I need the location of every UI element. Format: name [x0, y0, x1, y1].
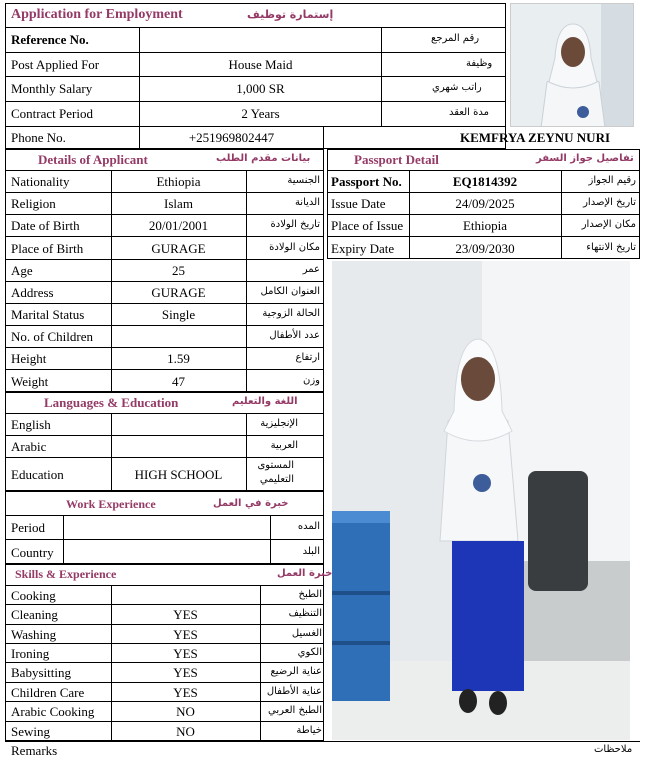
- work-label-ar: البلد: [302, 546, 320, 557]
- row-divider: [5, 662, 324, 663]
- language-value: HIGH SCHOOL: [134, 467, 223, 482]
- row-divider: [5, 682, 324, 683]
- skill-label: Cooking: [11, 588, 56, 603]
- contract-value: 2 Years: [241, 106, 280, 121]
- passport-field-label-ar: تاريخ الانتهاء: [586, 242, 636, 253]
- applicant-field-label-ar: العنوان الكامل: [260, 286, 320, 297]
- col-divider: [260, 585, 261, 604]
- col-divider: [63, 539, 64, 564]
- applicant-field-label: No. of Children: [11, 329, 93, 344]
- row-divider: [5, 721, 324, 722]
- col-divider: [246, 369, 247, 392]
- row-divider: [5, 413, 324, 414]
- col-divider: [246, 192, 247, 214]
- col-divider: [246, 214, 247, 236]
- applicant-field-label: Date of Birth: [11, 218, 80, 233]
- applicant-field-value: Ethiopia: [156, 174, 201, 189]
- col-divider: [246, 457, 247, 491]
- col-divider: [260, 721, 261, 741]
- applicant-full-photo: [332, 261, 630, 740]
- applicant-field-label-ar: عمر: [302, 264, 320, 275]
- skill-value: YES: [173, 607, 198, 622]
- candidate-name: KEMFRYA ZEYNU NURI: [460, 130, 611, 145]
- row-divider: [5, 236, 324, 237]
- passport-field-label: Passport No.: [331, 174, 402, 189]
- row-divider: [327, 214, 640, 215]
- applicant-field-value: Islam: [164, 196, 193, 211]
- post-value: House Maid: [228, 57, 293, 72]
- passport-field-label: Expiry Date: [331, 241, 395, 256]
- col-divider: [561, 192, 562, 214]
- col-divider: [260, 701, 261, 721]
- row-divider: [5, 457, 324, 458]
- language-label-ar: المستوى: [257, 460, 294, 471]
- row-divider: [5, 435, 324, 436]
- row-divider: [327, 170, 640, 171]
- row-divider: [5, 214, 324, 215]
- applicant-field-value: GURAGE: [151, 285, 206, 300]
- row-divider: [5, 624, 324, 625]
- skill-label-ar: الطبخ العربي: [268, 705, 322, 716]
- language-label-ar-line2: التعليمي: [259, 474, 294, 485]
- applicant-field-label: Age: [11, 263, 33, 278]
- passport-field-value: 23/09/2030: [455, 241, 515, 256]
- passport-field-label-ar: رقيم الجواز: [588, 175, 636, 186]
- applicant-field-label: Religion: [11, 196, 56, 211]
- applicant-field-value: 25: [172, 263, 185, 278]
- reference-label-ar: رقم المرجع: [431, 33, 480, 44]
- applicant-field-value: 47: [172, 374, 185, 389]
- applicant-field-label: Weight: [11, 374, 49, 389]
- applicant-field-label: Height: [11, 351, 47, 366]
- applicant-field-label: Place of Birth: [11, 241, 84, 256]
- col-divider: [246, 347, 247, 369]
- row-divider: [5, 369, 324, 370]
- col-divider: [111, 435, 112, 457]
- col-divider: [246, 281, 247, 303]
- row-divider: [5, 347, 324, 348]
- passport-field-value: 24/09/2025: [455, 196, 515, 211]
- col-divider: [111, 325, 112, 347]
- col-divider: [246, 413, 247, 435]
- col-divider: [246, 435, 247, 457]
- passport-field-value: Ethiopia: [462, 218, 508, 233]
- applicant-field-value: Single: [161, 307, 196, 322]
- work-label: Country: [11, 545, 54, 560]
- contract-label-ar: مدة العقد: [449, 107, 489, 118]
- work-label-ar: المده: [297, 521, 320, 532]
- phone-label: Phone No.: [11, 130, 66, 145]
- remarks-label-ar: ملاحظات: [594, 744, 633, 755]
- language-label-ar: الإنجليزية: [260, 418, 298, 429]
- skills-heading: Skills & Experience: [15, 567, 117, 581]
- languages-heading: Languages & Education: [44, 395, 179, 410]
- applicant-field-label: Address: [11, 285, 54, 300]
- passport-field-label-ar: تاريخ الإصدار: [583, 197, 636, 208]
- applicant-heading: Details of Applicant: [38, 152, 148, 167]
- col-divider: [246, 236, 247, 259]
- row-divider: [5, 303, 324, 304]
- row-divider: [5, 585, 324, 586]
- applicant-field-label-ar: الديانة: [294, 197, 320, 208]
- salary-label-ar: راتب شهري: [432, 82, 482, 93]
- language-label: Arabic: [11, 439, 47, 454]
- applicant-field-label-ar: ارتفاع: [295, 352, 320, 363]
- reference-label: Reference No.: [11, 32, 89, 47]
- salary-label: Monthly Salary: [11, 81, 93, 96]
- skill-label-ar: عناية الأطفال: [266, 686, 322, 697]
- form-title-arabic: إستمارة توظيف: [247, 8, 334, 21]
- row-divider: [5, 281, 324, 282]
- row-divider: [5, 515, 324, 516]
- row-divider: [5, 259, 324, 260]
- passport-heading-ar: تفاصيل جواز السفر: [536, 153, 634, 164]
- col-divider: [260, 643, 261, 662]
- skill-value: YES: [173, 685, 198, 700]
- skill-value: YES: [173, 665, 198, 680]
- skill-value: NO: [176, 704, 195, 719]
- col-divider: [63, 515, 64, 539]
- salary-value: 1,000 SR: [236, 81, 285, 96]
- col-divider: [260, 624, 261, 643]
- row-divider: [5, 643, 324, 644]
- phone-value: +251969802447: [188, 130, 275, 145]
- col-divider: [111, 585, 112, 604]
- remarks-label: Remarks: [11, 743, 58, 758]
- col-divider: [270, 539, 271, 564]
- col-divider: [561, 170, 562, 192]
- skill-label-ar: التنظيف: [288, 608, 322, 619]
- col-divider: [246, 303, 247, 325]
- applicant-field-label-ar: تاريخ الولادة: [270, 219, 320, 230]
- work-heading-ar: خبرة في العمل: [213, 498, 289, 509]
- passport-field-label-ar: مكان الإصدار: [581, 219, 636, 230]
- skill-label-ar: الكوي: [297, 647, 322, 658]
- applicant-portrait-photo: [510, 3, 634, 127]
- skill-label: Babysitting: [11, 665, 71, 680]
- passport-field-label: Place of Issue: [331, 218, 404, 233]
- row-divider: [327, 236, 640, 237]
- skill-value: YES: [173, 627, 198, 642]
- skill-label: Ironing: [11, 646, 50, 661]
- skill-value: NO: [176, 724, 195, 739]
- skill-label-ar: خياطة: [296, 725, 322, 736]
- skill-label-ar: الطبخ: [298, 589, 322, 600]
- applicant-field-value: 1.59: [167, 351, 190, 366]
- col-divider: [270, 515, 271, 539]
- col-divider: [561, 214, 562, 236]
- applicant-field-label-ar: عدد الأطفال: [269, 330, 320, 341]
- row-divider: [5, 701, 324, 702]
- skill-label-ar: الغسيل: [291, 628, 322, 639]
- col-divider: [561, 236, 562, 259]
- col-divider: [246, 325, 247, 347]
- applicant-field-label-ar: مكان الولادة: [269, 242, 320, 253]
- col-divider: [260, 682, 261, 701]
- row-divider: [5, 325, 324, 326]
- skills-heading-ar: خبرة العمل: [277, 568, 333, 579]
- skill-label-ar: عناية الرضيع: [270, 666, 322, 677]
- col-divider: [111, 413, 112, 435]
- passport-field-value: EQ1814392: [452, 174, 518, 189]
- row-divider: [5, 192, 324, 193]
- skill-label: Washing: [11, 627, 57, 642]
- applicant-field-label-ar: الجنسية: [287, 175, 320, 186]
- row-divider: [5, 604, 324, 605]
- applicant-field-label-ar: وزن: [302, 375, 320, 386]
- skill-value: YES: [173, 646, 198, 661]
- applicant-field-value: 20/01/2001: [148, 218, 209, 233]
- row-divider: [5, 539, 324, 540]
- work-label: Period: [11, 520, 45, 535]
- applicant-field-label: Nationality: [11, 174, 70, 189]
- applicant-field-label: Marital Status: [11, 307, 85, 322]
- skill-label: Cleaning: [11, 607, 58, 622]
- applicant-field-label-ar: الحالة الزوجية: [262, 308, 320, 319]
- language-label-ar: العربية: [270, 440, 298, 451]
- post-label: Post Applied For: [11, 57, 100, 72]
- contract-label: Contract Period: [11, 106, 93, 121]
- language-label: English: [11, 417, 51, 432]
- col-divider: [260, 662, 261, 682]
- row-divider: [5, 170, 324, 171]
- work-heading: Work Experience: [66, 497, 156, 511]
- skill-label: Arabic Cooking: [11, 704, 95, 719]
- col-divider: [246, 259, 247, 281]
- passport-field-label: Issue Date: [331, 196, 386, 211]
- form-title: Application for Employment: [11, 7, 183, 22]
- language-label: Education: [11, 467, 64, 482]
- col-divider: [260, 604, 261, 624]
- post-label-ar: وظيفة: [466, 58, 493, 69]
- row-divider: [327, 192, 640, 193]
- passport-heading: Passport Detail: [354, 152, 439, 167]
- skill-label: Children Care: [11, 685, 85, 700]
- languages-heading-ar: اللغة والتعليم: [232, 396, 298, 407]
- col-divider: [246, 170, 247, 192]
- applicant-heading-ar: بيانات مقدم الطلب: [216, 153, 311, 164]
- skill-label: Sewing: [11, 724, 50, 739]
- applicant-field-value: GURAGE: [151, 241, 206, 256]
